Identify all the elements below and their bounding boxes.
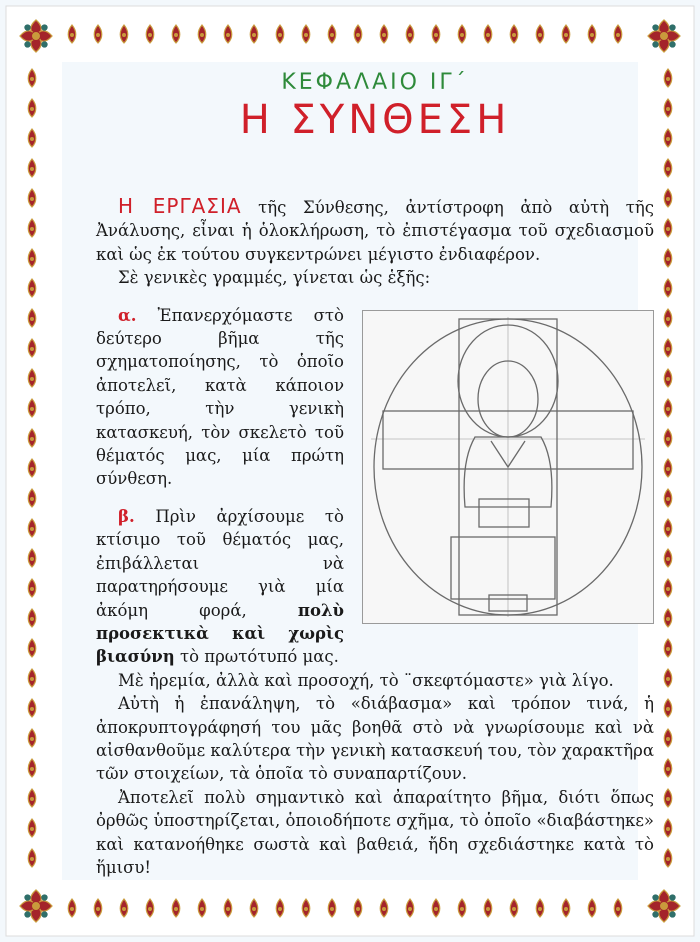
intro-text: τῆς Σύνθεσης, ἀντίστροφη ἀπὸ αὐτὴ τῆς Ἀνάλυσης, εἶναι ἡ ὁλοκλήρωση, τὸ ἐπιστέγασμα τοῦ σχεδιασμοῦ καὶ ὡς ἐκ τούτου συγκεντρώνει μέγιστο ἐνδιαφέρον. xyxy=(96,198,654,264)
hands-book xyxy=(479,499,529,527)
icon-construction-drawing xyxy=(363,311,653,623)
spacer xyxy=(96,290,654,304)
item-b-bold: πολὺ προσεκτικὰ καὶ χωρὶς βιασύνη xyxy=(96,600,344,667)
paragraph-calm: Μὲ ἠρεμία, ἀλλὰ καὶ προσοχή, τὸ ¨σκεφτόμαστε» γιὰ λίγο. xyxy=(118,670,614,690)
chapter-title: Η ΣΥΝΘΕΣΗ xyxy=(239,97,511,143)
item-a-marker: α. xyxy=(118,305,137,325)
general-paragraph: Σὲ γενικὲς γραμμές, γίνεται ὡς ἑξῆς: xyxy=(118,268,431,288)
item-b-text-before: Πρὶν ἀρχίσουμε τὸ κτίσιμο τοῦ θέματός μας, ἐπιβάλλεται νὰ παρατηρήσουμε γιὰ μία ἀκόμη φορά, xyxy=(96,506,344,620)
paragraph-repetition: Αὐτὴ ἡ ἐπανάληψη, τὸ «διάβασμα» καὶ τρόπον τινά, ἡ ἀποκρυπτογράφησή του μᾶς βοηθᾶ στὸ νὰ γνωρίσουμε καὶ νὰ αἰσθανθοῦμε καλύτερα τὴν γενικὴ κατασκευή του, τὸν χαρακτῆρα τῶν στοιχείων, τὰ ὁποῖα τὸ συναπαρτίζουν. xyxy=(96,694,654,784)
lower-block xyxy=(451,537,555,599)
body-text xyxy=(96,195,654,879)
item-a-text: Ἐπανερχόμαστε στὸ δεύτερο βῆμα τῆς σχηματοποίησης, τὸ ὁποῖο ἀποτελεῖ, κατὰ κάποιον τρόπο, τὴν γενικὴ κατασκευή, τὸν σκελετὸ τοῦ θέματός μας, μία πρώτη σύνθεση. xyxy=(96,305,344,489)
item-b-text-after: τὸ πρωτότυπό μας. xyxy=(174,647,339,667)
composition-sketch xyxy=(362,310,654,624)
paragraph-importance: Ἀποτελεῖ πολὺ σημαντικὸ καὶ ἀπαραίτητο βῆμα, διότι ὅπως ὀρθῶς ὑποστηρίζεται, ὁποιοδήποτε σχῆμα, τὸ ὁποῖο «διαβάστηκε» καὶ κατανοήθηκε σωστὰ καὶ βαθειά, ἤδη σχεδιάστηκε κατὰ τὸ ἥμισυ! xyxy=(96,787,654,877)
chapter-heading: ΚΕΦΑΛΑΙΟ ΙΓ΄ xyxy=(281,70,469,95)
intro-paragraph xyxy=(96,195,654,266)
item-b-marker: β. xyxy=(118,506,135,526)
lead-words: Η ΕΡΓΑΣΙΑ xyxy=(118,194,242,218)
page-content xyxy=(96,60,654,879)
